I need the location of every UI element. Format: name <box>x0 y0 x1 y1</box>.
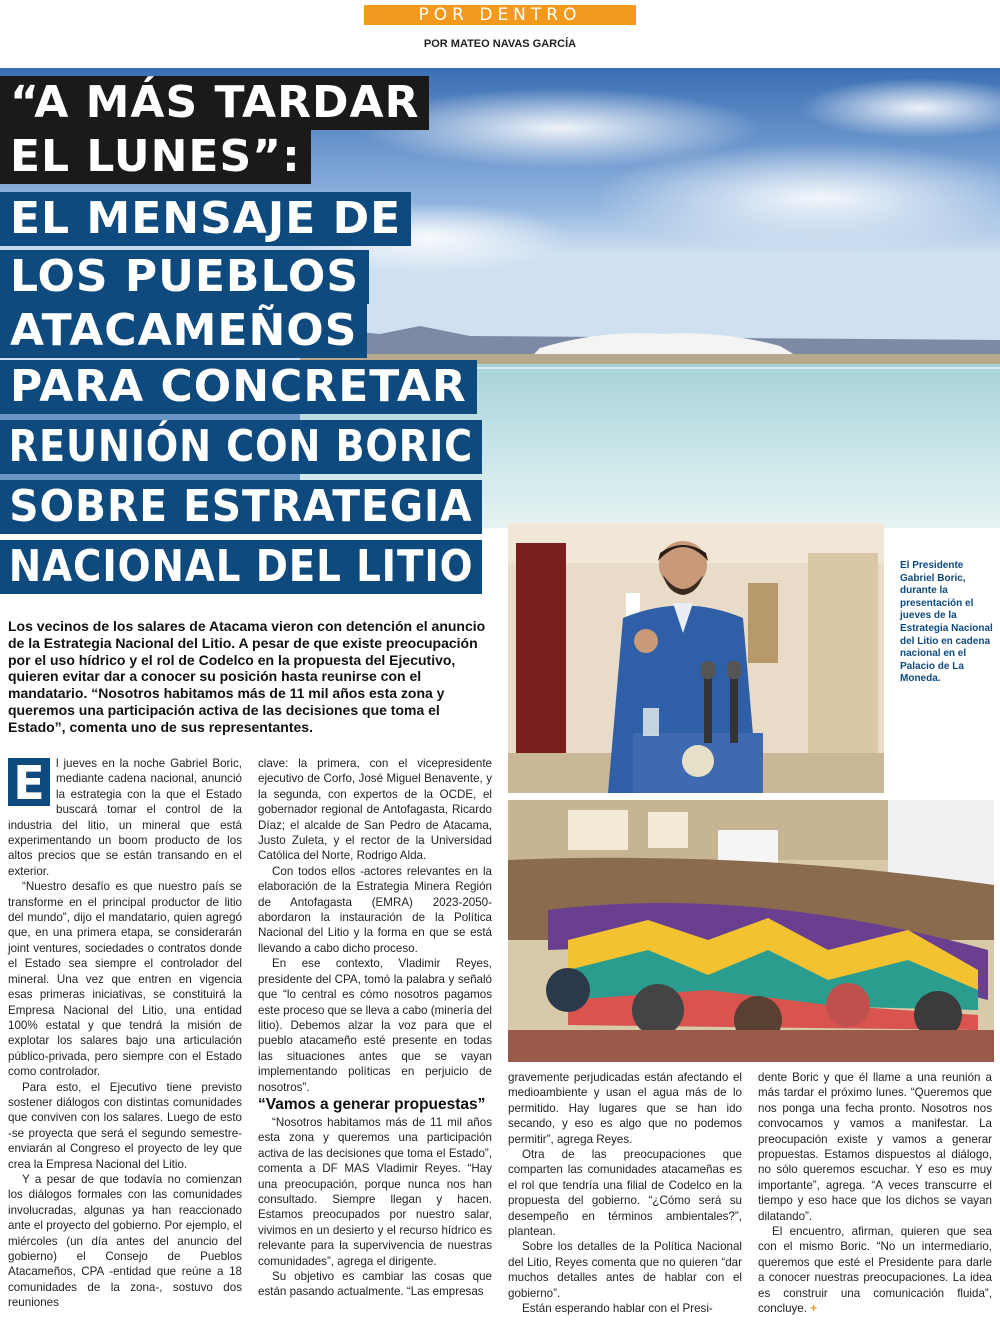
end-mark-icon: + <box>810 1302 817 1316</box>
body-paragraph: Y a pesar de que todavía no comienzan los diálogos formales con las comunidades involucradas, algunas ya han reaccionado ante el proyecto del gobierno. Por ejemplo, el miércoles (un día antes del anuncio del gobierno) el Consejo de Pueblos Atacameños, CPA -entidad que reúne a 18 comunidades de la zona-, sostuvo dos reuniones <box>8 1172 242 1310</box>
body-paragraph: “Nuestro desafío es que nuestro país se transforme en el principal productor de litio del mundo”, dijo el mandatario, quien agregó que, en una primera etapa, se considerarán joint ventures, sociedades o contratos donde el Estado sea siempre el controlador del mineral. Una vez que entren en vigencia esas primeras iniciativas, se constituirá la Empresa Nacional del Litio, una entidad 100% estatal y que tendrá la misión de explotar los salares bajo una articulación público-privada, pero siempre con el Estado como controlador. <box>8 880 242 1079</box>
photo-caption: El Presidente Gabriel Boric, durante la presentación el jueves de la Estrategia Nacional del Litio en cadena nacional en el Palacio de La Moneda. <box>900 560 993 685</box>
headline-line: ATACAMEÑOS <box>0 304 367 358</box>
body-paragraph: Su objetivo es cambiar las cosas que están pasando actualmente. “Las empresas <box>258 1270 492 1299</box>
headline-line: PARA CONCRETAR <box>0 360 477 414</box>
article-column-3 <box>508 1070 742 1317</box>
body-paragraph: Con todos ellos -actores relevantes en la elaboración de la Estrategia Minera Región de Antofagasta (EMRA) 2023-2050- abordaron la instauración de la Política Nacional del Litio y la forma en que se está llevando a cabo dicho proceso. <box>258 864 492 955</box>
body-text: l jueves en la noche Gabriel Boric, mediante cadena nacional, anunció la estrategia con la que el Estado buscará tomar el control de la industria del litio, un mineral que está experimentando un boom producto de los altos precios que se están transando en el exterior. <box>8 757 242 878</box>
body-paragraph: clave: la primera, con el vicepresidente ejecutivo de Corfo, José Miguel Benavente, y la segunda, con expertos de la OCDE, el gobernador regional de Antofagasta, Ricardo Díaz; el alcalde de San Pedro de Atacama, Justo Zuleta, y el rector de la Universidad Católica del Norte, Rodrigo Alda. <box>258 757 492 863</box>
body-paragraph: Sobre los detalles de la Política Nacional del Litio, Reyes comenta que no quieren “dar muchos detalles antes de hablar con el gobierno”. <box>508 1240 742 1300</box>
body-paragraph: “Nosotros habitamos más de 11 mil años esta zona y queremos una participación activa de las decisiones que toma el Estado”, comenta a DF MAS Vladimir Reyes. “Hay una preocupación, porque nunca nos han consultado. Siempre llegan y hacen. Estamos preocupados por nuestro salar, vivimos en un desierto y el recurso hídrico es relevante para la supervivencia de nuestras comunidades”, agrega el dirigente. <box>258 1115 492 1268</box>
article-column-4 <box>758 1070 992 1317</box>
body-paragraph: gravemente perjudicadas están afectando el medioambiente y usan el agua más de lo permitido. Hay lugares que se han ido secando, y eso es algo que no podemos permitir”, agrega Reyes. <box>508 1071 742 1146</box>
headline-line: NACIONAL DEL LITIO <box>0 540 482 594</box>
body-text: El encuentro, afirman, quieren que sea con el mismo Boric. “No un intermediario, queremos que esté el Presidente para darle a conocer nuestras preocupaciones. La idea es construir una comunicación fluida”, concluye. <box>758 1225 992 1316</box>
byline: POR MATEO NAVAS GARCÍA <box>423 38 577 50</box>
body-paragraph: Están esperando hablar con el Presi- <box>522 1302 713 1316</box>
headline-line: EL MENSAJE DE <box>0 192 411 246</box>
headline-line: EL LUNES”: <box>0 130 311 184</box>
body-paragraph: Otra de las preocupaciones que comparten las comunidades atacameñas es el rol que tendría una filial de Codelco en la propuesta del gobierno. “¿Cómo será su desempeño en términos ambientales?”, plantean. <box>508 1148 742 1239</box>
photo-community-meeting <box>508 800 994 1062</box>
headline-line: LOS PUEBLOS <box>0 250 369 304</box>
body-paragraph: Para esto, el Ejecutivo tiene previsto sostener diálogos con distintas comunidades que conviven con los salares. Luego de esto -se proyecta que será el segundo semestre- enviarán al Congreso el proyecto de ley que crea la Empresa Nacional del Litio. <box>8 1080 242 1171</box>
headline-line: “A MÁS TARDAR <box>0 76 429 130</box>
headline-line: SOBRE ESTRATEGIA <box>0 480 482 534</box>
lead-paragraph: Los vecinos de los salares de Atacama vieron con detención el anuncio de la Estrategia Nacional del Litio. A pesar de que existe preocupación por el uso hídrico y el rol de Codelco en la propuesta del Ejecutivo, quieren evitar dar a conocer su posición hasta reunirse con el mandatario. “Nosotros habitamos más de 11 mil años esta zona y queremos una participación activa de las decisiones que toma el Estado”, comenta uno de sus representantes. <box>8 618 486 735</box>
photo-president-boric <box>508 523 884 793</box>
section-tag: POR DENTRO <box>364 5 636 25</box>
drop-cap: E <box>8 758 50 806</box>
body-paragraph <box>8 756 242 879</box>
body-paragraph: dente Boric y que él llame a una reunión a más tardar el próximo lunes. “Queremos que nos ponga una fecha pronto. Nosotros nos convocamos y vamos a manifestar. La preocupación existe y vamos a generar propuestas. Estamos dispuestos al diálogo, no sólo queremos escuchar. Y eso es muy importante”, agrega. “A veces transcurre el tiempo y eso hace que los dichos se vayan dilatando”. <box>758 1071 992 1223</box>
body-paragraph: En ese contexto, Vladimir Reyes, presidente del CPA, tomó la palabra y señaló que “lo central es cómo nosotros pagamos este proceso que se lleva a cabo (minería del litio). Debemos alzar la voz para que el pueblo atacameño esté presente en todas las situaciones antes que se vayan implementando políticas en perjuicio de nosotros”. <box>258 957 492 1094</box>
body-paragraph <box>758 1224 992 1316</box>
article-column-2 <box>258 756 492 1300</box>
article-column-1 <box>8 756 242 1311</box>
subheading: “Vamos a generar propuestas” <box>258 1095 486 1113</box>
headline-line: REUNIÓN CON BORIC <box>0 420 482 474</box>
